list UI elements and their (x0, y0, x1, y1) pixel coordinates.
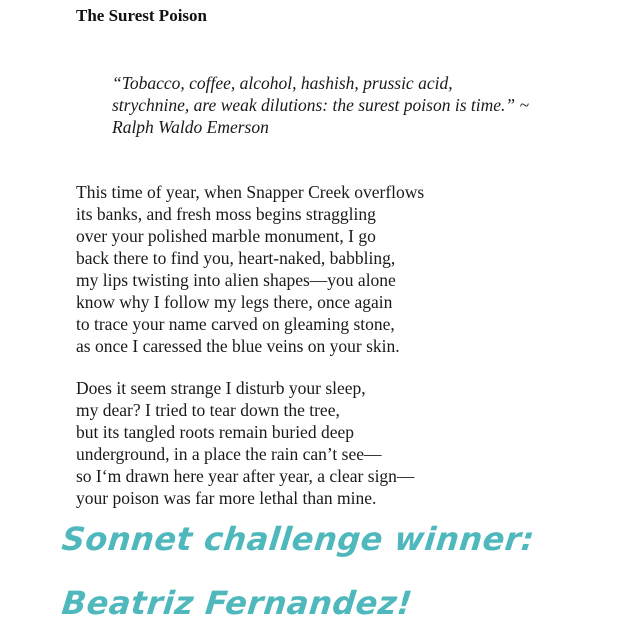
poem-line: This time of year, when Snapper Creek overflows (76, 182, 425, 202)
poem-line: its banks, and fresh moss begins straggling (76, 204, 376, 224)
poem-line: my lips twisting into alien shapes—you alone (76, 270, 396, 290)
poem-line: your poison was far more lethal than mine. (76, 488, 377, 508)
epigraph (112, 72, 632, 138)
stanza-sestet (76, 377, 616, 509)
epigraph-line: “Tobacco, coffee, alcohol, hashish, prussic acid, (112, 73, 453, 93)
poem-line: but its tangled roots remain buried deep (76, 422, 354, 442)
poem-line: over your polished marble monument, I go (76, 226, 376, 246)
poem-line: underground, in a place the rain can’t see— (76, 444, 382, 464)
poem-line: my dear? I tried to tear down the tree, (76, 400, 340, 420)
poem-title: The Surest Poison (76, 6, 207, 25)
winner-name: Beatriz Fernandez! (60, 584, 415, 622)
poem-line: back there to find you, heart-naked, babbling, (76, 248, 396, 268)
poem-line: Does it seem strange I disturb your sleep, (76, 378, 366, 398)
poem-line: as once I caressed the blue veins on your skin. (76, 336, 400, 356)
poem-line: so I‘m drawn here year after year, a clear sign— (76, 466, 415, 486)
stanza-octave (76, 181, 616, 357)
poem-line: to trace your name carved on gleaming stone, (76, 314, 395, 334)
epigraph-line: strychnine, are weak dilutions: the surest poison is time.” ~ (112, 95, 529, 115)
winner-banner-heading: Sonnet challenge winner: (60, 520, 537, 558)
epigraph-attribution: Ralph Waldo Emerson (112, 117, 269, 137)
poem-line: know why I follow my legs there, once again (76, 292, 393, 312)
